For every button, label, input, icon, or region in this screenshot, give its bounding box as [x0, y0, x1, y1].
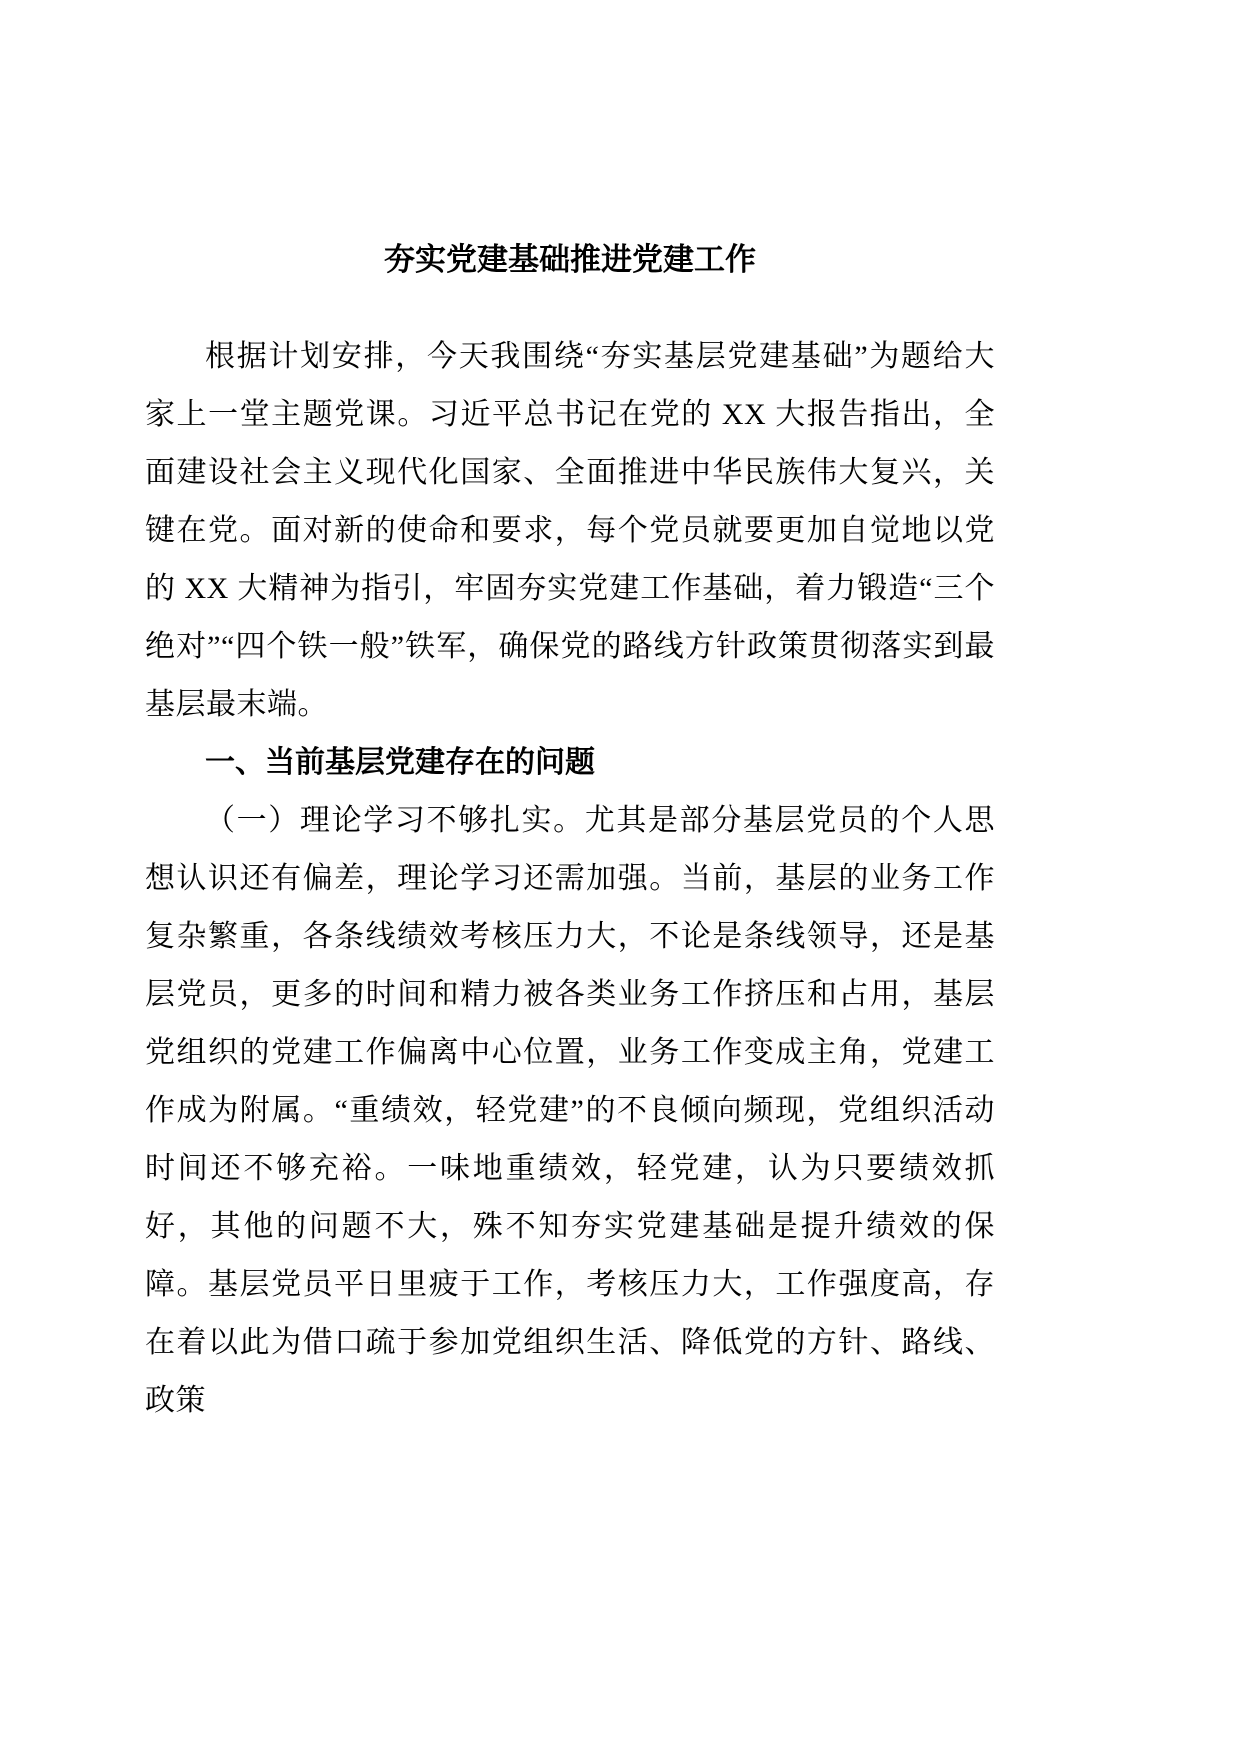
section-heading-1: 一、当前基层党建存在的问题 [205, 746, 595, 779]
paragraph-section-1-item-1: （一）理论学习不够扎实。尤其是部分基层党员的个人思想认识还有偏差，理论学习还需加强。当前，基层的业务工作复杂繁重，各条线绩效考核压力大，不论是条线领导，还是基层党员，更多的时间和精力被各类业务工作挤压和占用，基层党组织的党建工作偏离中心位置，业务工作变成主角，党建工作成为附属。“重绩效，轻党建”的不良倾向频现，党组织活动时间还不够充裕。一味地重绩效，轻党建，认为只要绩效抓好，其他的问题不大，殊不知夯实党建基础是提升绩效的保障。基层党员平日里疲于工作，考核压力大，工作强度高，存在着以此为借口疏于参加党组织生活、降低党的方针、路线、政策 [145, 804, 995, 1417]
paragraph-intro: 根据计划安排，今天我围绕“夯实基层党建基础”为题给大家上一堂主题党课。习近平总书记在党的 XX 大报告指出，全面建设社会主义现代化国家、全面推进中华民族伟大复兴，关键在党。面对新的使命和要求，每个党员就要更加自觉地以党的 XX 大精神为指引，牢固夯实党建工作基础，着力锻造“三个绝对”“四个铁一般”铁军，确保党的路线方针政策贯彻落实到最基层最末端。 [145, 340, 995, 721]
document-title: 夯实党建基础推进党建工作 [384, 242, 756, 277]
